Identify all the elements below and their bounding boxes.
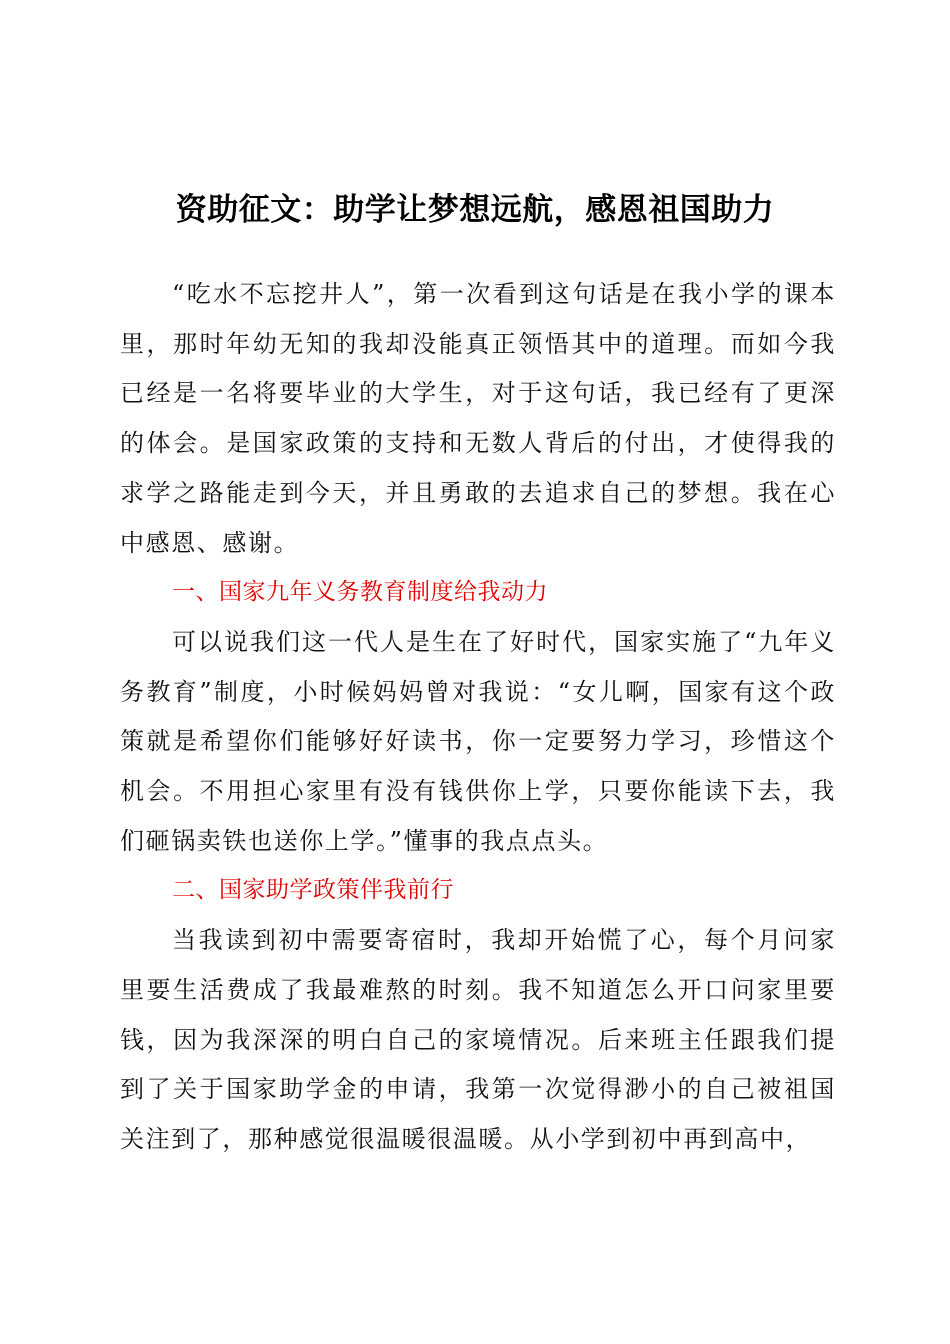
document-body: [120, 270, 836, 1165]
section-heading-1: 一、国家九年义务教育制度给我动力: [172, 579, 548, 606]
paragraph-compulsory-education: 可以说我们这一代人是生在了好时代，国家实施了“九年义务教育”制度，小时候妈妈曾对我说：“女儿啊，国家有这个政策就是希望你们能够好好读书，你一定要努力学习，珍惜这个机会。不用担心家里有没有钱供你上学，只要你能读下去，我们砸锅卖铁也送你上学。”懂事的我点点头。: [120, 627, 836, 855]
section-heading-2: 二、国家助学政策伴我前行: [172, 877, 454, 904]
paragraph-financial-aid: 当我读到初中需要寄宿时，我却开始慌了心，每个月问家里要生活费成了我最难熬的时刻。我不知道怎么开口问家里要钱，因为我深深的明白自己的家境情况。后来班主任跟我们提到了关于国家助学金的申请，我第一次觉得渺小的自己被祖国关注到了，那种感觉很温暖很温暖。从小学到初中再到高中，: [120, 926, 836, 1153]
document-title: 资助征文：助学让梦想远航，感恩祖国助力: [175, 192, 775, 228]
paragraph-intro: “吃水不忘挖井人”，第一次看到这句话是在我小学的课本里，那时年幼无知的我却没能真正领悟其中的道理。而如今我已经是一名将要毕业的大学生，对于这句话，我已经有了更深的体会。是国家政策的支持和无数人背后的付出，才使得我的求学之路能走到今天，并且勇敢的去追求自己的梦想。我在心中感恩、感谢。: [120, 280, 836, 557]
